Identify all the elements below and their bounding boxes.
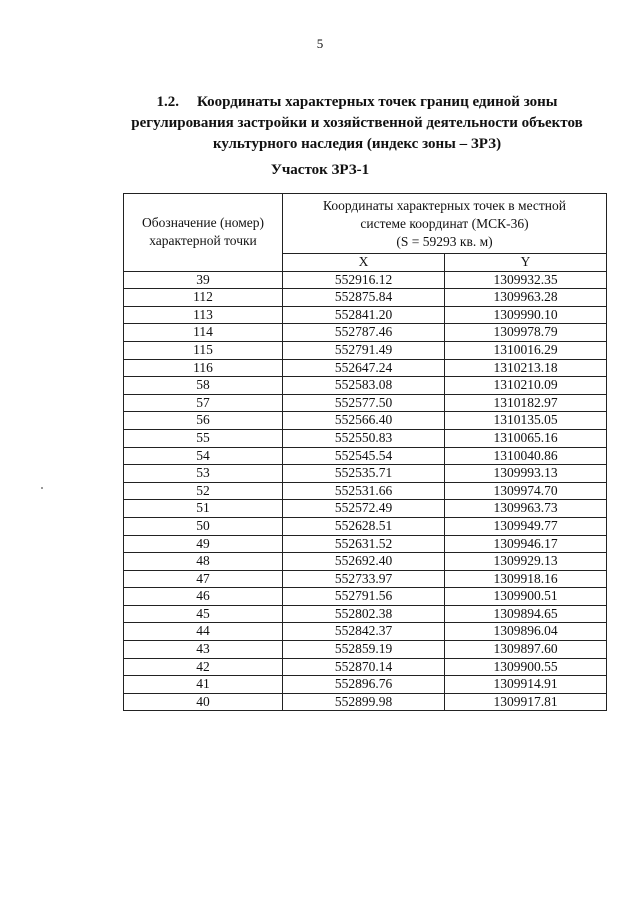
x-cell: 552870.14 <box>283 658 445 676</box>
point-cell: 49 <box>124 535 283 553</box>
point-cell: 44 <box>124 623 283 641</box>
section-heading <box>118 92 596 155</box>
table-row <box>124 553 607 571</box>
table-header-row <box>124 194 607 254</box>
y-cell: 1309917.81 <box>445 693 607 711</box>
y-cell: 1310040.86 <box>445 447 607 465</box>
y-cell: 1309900.55 <box>445 658 607 676</box>
y-cell: 1310182.97 <box>445 394 607 412</box>
header-point-line: Обозначение (номер) <box>142 215 264 231</box>
table-row <box>124 324 607 342</box>
table-row <box>124 588 607 606</box>
table-row <box>124 570 607 588</box>
y-cell: 1309918.16 <box>445 570 607 588</box>
point-cell: 43 <box>124 641 283 659</box>
y-cell: 1310135.05 <box>445 412 607 430</box>
header-coords-line: Координаты характерных точек в местной <box>322 198 566 213</box>
point-cell: 39 <box>124 271 283 289</box>
section-title-line: регулирования застройки и хозяйственной деятельности объектов <box>131 115 583 131</box>
scan-mark <box>41 487 43 489</box>
x-cell: 552791.49 <box>283 341 445 359</box>
point-cell: 116 <box>124 359 283 377</box>
x-cell: 552842.37 <box>283 623 445 641</box>
x-cell: 552583.08 <box>283 377 445 395</box>
x-cell: 552787.46 <box>283 324 445 342</box>
x-cell: 552577.50 <box>283 394 445 412</box>
page-number: 5 <box>316 36 324 51</box>
plot-subtitle: Участок ЗРЗ-1 <box>270 162 370 178</box>
table-row <box>124 394 607 412</box>
y-cell: 1309896.04 <box>445 623 607 641</box>
x-cell: 552628.51 <box>283 517 445 535</box>
point-cell: 41 <box>124 676 283 694</box>
x-cell: 552791.56 <box>283 588 445 606</box>
table-row <box>124 447 607 465</box>
y-cell: 1309932.35 <box>445 271 607 289</box>
section-heading-line-1 <box>118 92 596 113</box>
table-row <box>124 517 607 535</box>
x-cell: 552692.40 <box>283 553 445 571</box>
header-x: X <box>283 254 445 272</box>
table-row <box>124 359 607 377</box>
table-row <box>124 306 607 324</box>
point-cell: 113 <box>124 306 283 324</box>
point-cell: 48 <box>124 553 283 571</box>
table-row <box>124 658 607 676</box>
y-cell: 1309900.51 <box>445 588 607 606</box>
y-cell: 1309974.70 <box>445 482 607 500</box>
point-cell: 40 <box>124 693 283 711</box>
x-cell: 552802.38 <box>283 605 445 623</box>
y-cell: 1309949.77 <box>445 517 607 535</box>
x-cell: 552647.24 <box>283 359 445 377</box>
x-cell: 552631.52 <box>283 535 445 553</box>
table-row <box>124 465 607 483</box>
table-row <box>124 623 607 641</box>
point-cell: 56 <box>124 412 283 430</box>
table-row <box>124 500 607 518</box>
x-cell: 552572.49 <box>283 500 445 518</box>
y-cell: 1309963.28 <box>445 289 607 307</box>
table-row <box>124 377 607 395</box>
y-cell: 1309963.73 <box>445 500 607 518</box>
table-row <box>124 482 607 500</box>
x-cell: 552566.40 <box>283 412 445 430</box>
x-cell: 552916.12 <box>283 271 445 289</box>
point-cell: 115 <box>124 341 283 359</box>
x-cell: 552531.66 <box>283 482 445 500</box>
point-cell: 46 <box>124 588 283 606</box>
table-body <box>124 271 607 711</box>
point-cell: 57 <box>124 394 283 412</box>
point-cell: 51 <box>124 500 283 518</box>
x-cell: 552859.19 <box>283 641 445 659</box>
header-coords-line: системе координат (МСК-36) <box>360 216 529 231</box>
y-cell: 1309990.10 <box>445 306 607 324</box>
table-row <box>124 271 607 289</box>
y-cell: 1309978.79 <box>445 324 607 342</box>
point-cell: 50 <box>124 517 283 535</box>
header-point-designation <box>124 194 283 272</box>
table-row <box>124 676 607 694</box>
table-row <box>124 605 607 623</box>
table-row <box>124 289 607 307</box>
y-cell: 1309946.17 <box>445 535 607 553</box>
table-row <box>124 341 607 359</box>
x-cell: 552841.20 <box>283 306 445 324</box>
header-coords-line: (S = 59293 кв. м) <box>396 234 493 249</box>
section-number: 1.2. <box>156 94 179 110</box>
point-cell: 53 <box>124 465 283 483</box>
x-cell: 552733.97 <box>283 570 445 588</box>
coordinates-table <box>123 193 607 711</box>
table-row <box>124 429 607 447</box>
y-cell: 1310016.29 <box>445 341 607 359</box>
y-cell: 1310213.18 <box>445 359 607 377</box>
y-cell: 1309993.13 <box>445 465 607 483</box>
table-row <box>124 412 607 430</box>
point-cell: 114 <box>124 324 283 342</box>
point-cell: 52 <box>124 482 283 500</box>
header-y: Y <box>445 254 607 272</box>
y-cell: 1309929.13 <box>445 553 607 571</box>
y-cell: 1309914.91 <box>445 676 607 694</box>
x-cell: 552535.71 <box>283 465 445 483</box>
y-cell: 1309894.65 <box>445 605 607 623</box>
point-cell: 45 <box>124 605 283 623</box>
point-cell: 47 <box>124 570 283 588</box>
x-cell: 552550.83 <box>283 429 445 447</box>
y-cell: 1310065.16 <box>445 429 607 447</box>
point-cell: 112 <box>124 289 283 307</box>
header-point-line: характерной точки <box>149 233 257 249</box>
point-cell: 58 <box>124 377 283 395</box>
point-cell: 54 <box>124 447 283 465</box>
x-cell: 552545.54 <box>283 447 445 465</box>
table-row <box>124 535 607 553</box>
point-cell: 55 <box>124 429 283 447</box>
x-cell: 552875.84 <box>283 289 445 307</box>
point-cell: 42 <box>124 658 283 676</box>
y-cell: 1310210.09 <box>445 377 607 395</box>
section-title-line: культурного наследия (индекс зоны – ЗРЗ) <box>212 136 502 152</box>
section-title-line: Координаты характерных точек границ единой зоны <box>197 94 558 110</box>
y-cell: 1309897.60 <box>445 641 607 659</box>
x-cell: 552896.76 <box>283 676 445 694</box>
x-cell: 552899.98 <box>283 693 445 711</box>
header-coordinates-group <box>283 194 607 254</box>
table-row <box>124 641 607 659</box>
table-row <box>124 693 607 711</box>
